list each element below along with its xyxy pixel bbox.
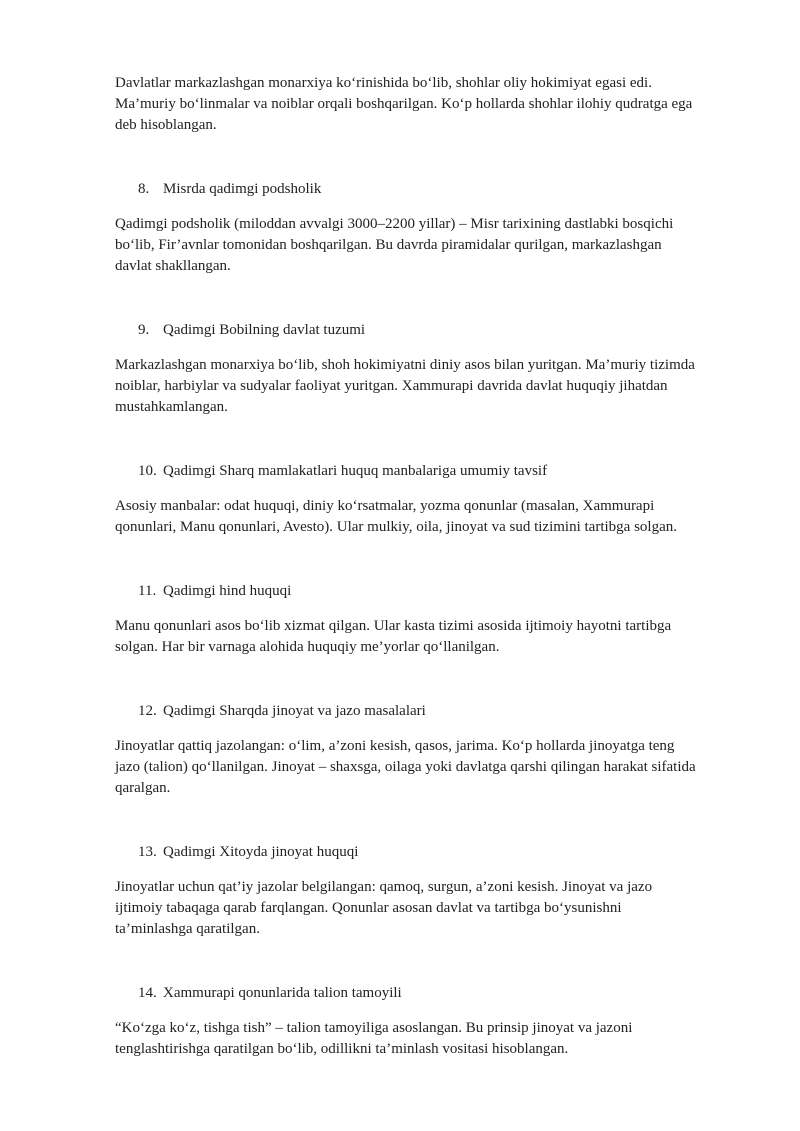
paragraph-line: ijtimoiy tabaqaga qarab farqlangan. Qonunlar asosan davlat va tartibga bo‘ysunishni	[115, 900, 622, 916]
section-title: Qadimgi Bobilning davlat tuzumi	[163, 322, 366, 338]
section-title: Misrda qadimgi podsholik	[163, 181, 322, 197]
section-number: 10.	[138, 463, 157, 479]
section-heading	[115, 461, 740, 482]
section-title: Qadimgi Sharqda jinoyat va jazo masalalari	[163, 703, 426, 719]
section-heading	[115, 320, 740, 341]
paragraph-line: Jinoyatlar uchun qat’iy jazolar belgilangan: qamoq, surgun, a’zoni kesish. Jinoyat va jazo	[115, 879, 653, 895]
paragraph-line: noiblar, harbiylar va sudyalar faoliyat yuritgan. Xammurapi davrida davlat huquqiy jihatdan	[115, 378, 668, 394]
section-title: Qadimgi Xitoyda jinoyat huquqi	[163, 844, 359, 860]
paragraph-line: Manu qonunlari asos bo‘lib xizmat qilgan. Ular kasta tizimi asosida ijtimoiy hayotni tartibga	[115, 618, 672, 634]
section-paragraph	[115, 496, 740, 538]
section-heading	[115, 842, 740, 863]
paragraph-line: davlat shakllangan.	[115, 258, 231, 274]
section-title: Qadimgi Sharq mamlakatlari huquq manbalariga umumiy tavsif	[163, 463, 548, 479]
paragraph-line: Jinoyatlar qattiq jazolangan: o‘lim, a’zoni kesish, qasos, jarima. Ko‘p hollarda jinoyatga teng	[115, 738, 675, 754]
paragraph-line: Davlatlar markazlashgan monarxiya ko‘rinishida bo‘lib, shohlar oliy hokimiyat egasi edi.	[115, 75, 652, 91]
section-number: 13.	[138, 844, 157, 860]
section-heading	[115, 179, 740, 200]
paragraph-line: Markazlashgan monarxiya bo‘lib, shoh hokimiyatni diniy asos bilan yuritgan. Ma’muriy tizimda	[115, 357, 695, 373]
paragraph-line: deb hisoblangan.	[115, 117, 217, 133]
section-number: 11.	[138, 583, 157, 599]
section-paragraph	[115, 616, 740, 658]
section-title: Qadimgi hind huquqi	[163, 583, 292, 599]
section-title: Xammurapi qonunlarida talion tamoyili	[163, 985, 402, 1001]
section-paragraph	[115, 877, 740, 940]
paragraph-line: ta’minlashga qaratilgan.	[115, 921, 260, 937]
section-paragraph	[115, 1018, 740, 1060]
section-paragraph	[115, 355, 740, 418]
paragraph-line: Asosiy manbalar: odat huquqi, diniy ko‘rsatmalar, yozma qonunlar (masalan, Xammurapi	[115, 498, 655, 514]
paragraph-line: qaralgan.	[115, 780, 171, 796]
paragraph-line: “Ko‘zga ko‘z, tishga tish” – talion tamoyiliga asoslangan. Bu prinsip jinoyat va jazoni	[115, 1020, 633, 1036]
paragraph-line: tenglashtirishga qaratilgan bo‘lib, odillikni ta’minlash vositasi hisoblangan.	[115, 1041, 569, 1057]
paragraph-line: mustahkamlangan.	[115, 399, 228, 415]
section-number: 8.	[138, 181, 150, 197]
paragraph-line: Ma’muriy bo‘linmalar va noiblar orqali boshqarilgan. Ko‘p hollarda shohlar ilohiy qudratga ega	[115, 96, 693, 112]
section-heading	[115, 581, 740, 602]
paragraph-line: bo‘lib, Fir’avnlar tomonidan boshqarilgan. Bu davrda piramidalar qurilgan, markazlashgan	[115, 237, 662, 253]
section-heading	[115, 701, 740, 722]
intro-paragraph	[115, 73, 740, 136]
section-number: 9.	[138, 322, 150, 338]
section-number: 12.	[138, 703, 157, 719]
paragraph-line: solgan. Har bir varnaga alohida huquqiy me’yorlar qo‘llanilgan.	[115, 639, 500, 655]
section-number: 14.	[138, 985, 157, 1001]
paragraph-line: jazo (talion) qo‘llanilgan. Jinoyat – shaxsga, oilaga yoki davlatga qarshi qilingan harakat sifatida	[115, 759, 696, 775]
section-heading	[115, 983, 740, 1004]
paragraph-line: qonunlari, Manu qonunlari, Avesto). Ular mulkiy, oila, jinoyat va sud tizimini tartibga solgan.	[115, 519, 677, 535]
section-paragraph	[115, 736, 740, 799]
section-paragraph	[115, 214, 740, 277]
paragraph-line: Qadimgi podsholik (miloddan avvalgi 3000–2200 yillar) – Misr tarixining dastlabki bosqichi	[115, 216, 674, 232]
